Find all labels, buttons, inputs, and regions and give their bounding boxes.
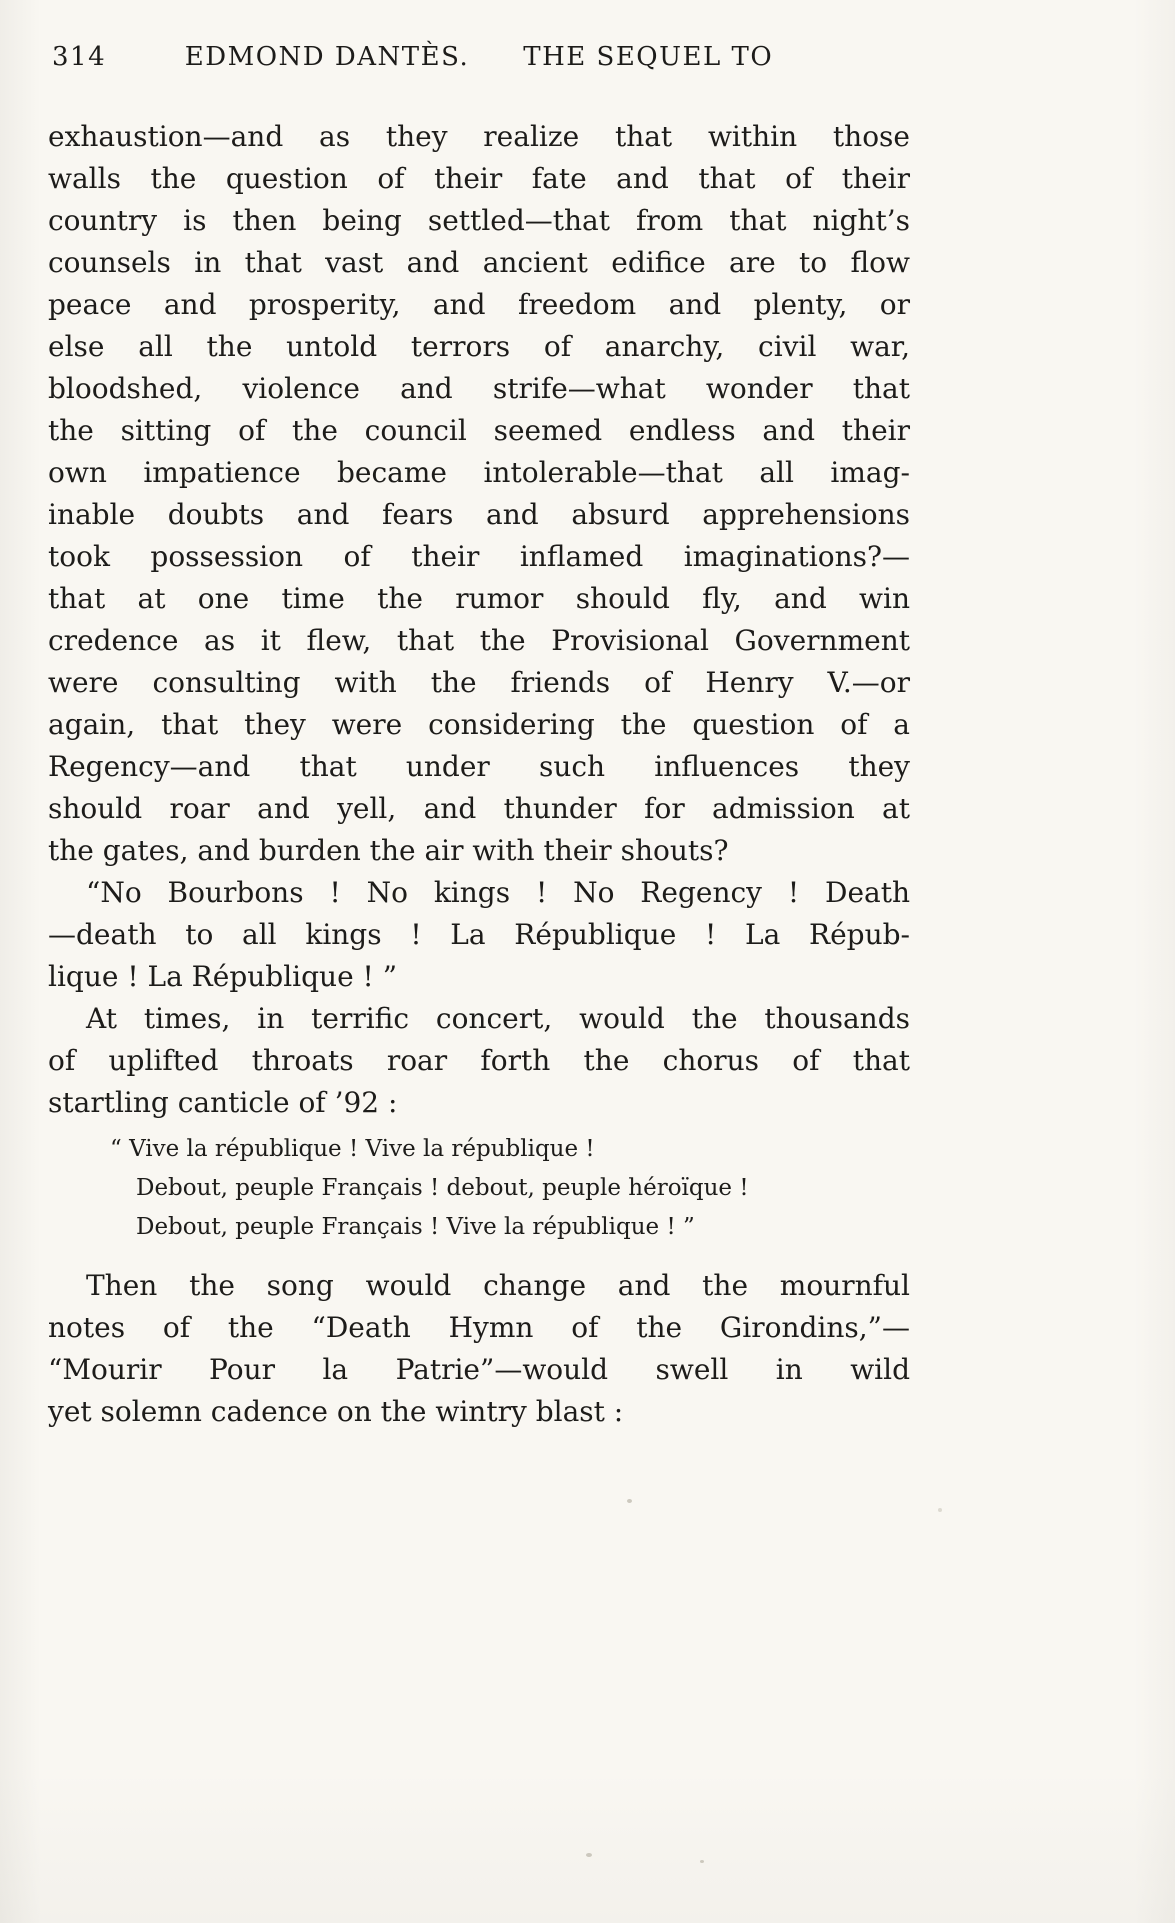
text-line: exhaustion—and as they realize that within those [48,120,910,153]
paragraph-then-the-song [48,1265,910,1433]
text-line: At times, in terrific concert, would the thousands [86,1002,910,1035]
text-line: again, that they were considering the question of a [48,708,910,741]
scan-speck [586,1853,592,1857]
text-line: credence as it flew, that the Provisional Government [48,624,910,657]
running-header [48,42,910,82]
text-line: lique ! La République ! ” [48,960,398,993]
text-column [48,116,910,1433]
text-line: walls the question of their fate and that of their [48,162,910,195]
paragraph-continuation [48,116,910,872]
text-line: —death to all kings ! La République ! La Répub- [48,918,910,951]
text-line: yet solemn cadence on the wintry blast : [48,1395,624,1428]
text-line: startling canticle of ’92 : [48,1086,398,1119]
running-title [48,42,910,72]
text-line: “No Bourbons ! No kings ! No Regency ! Death [86,876,910,909]
verse-line: “ Vive la république ! Vive la république ! [110,1136,595,1162]
text-line: the sitting of the council seemed endless and their [48,414,910,447]
text-line: Regency—and that under such influences they [48,750,910,783]
text-line: Then the song would change and the mournful [86,1269,910,1302]
text-line: took possession of their inflamed imaginations?— [48,540,910,573]
text-line: of uplifted throats roar forth the chorus of that [48,1044,910,1077]
text-line: were consulting with the friends of Henry V.—or [48,666,910,699]
verse-line: Debout, peuple Français ! Vive la république ! ” [136,1214,695,1240]
paragraph-exclamations [48,872,910,998]
text-line: country is then being settled—that from that night’s [48,204,910,237]
text-line: “Mourir Pour la Patrie”—would swell in wild [48,1353,910,1386]
running-title-left: EDMOND DANTÈS. [184,42,470,72]
running-title-right: THE SEQUEL TO [523,42,774,72]
text-line: the gates, and burden the air with their shouts? [48,834,729,867]
text-line: should roar and yell, and thunder for admission at [48,792,910,825]
text-line: inable doubts and fears and absurd apprehensions [48,498,910,531]
text-line: else all the untold terrors of anarchy, civil war, [48,330,910,363]
verse-quotation [48,1130,910,1247]
page-number: 314 [52,42,107,72]
text-line: own impatience became intolerable—that all imag- [48,456,910,489]
verse-line: Debout, peuple Français ! debout, peuple héroïque ! [136,1175,749,1201]
text-line: bloodshed, violence and strife—what wonder that [48,372,910,405]
text-line: that at one time the rumor should fly, and win [48,582,910,615]
scan-speck [700,1860,704,1863]
paragraph-at-times [48,998,910,1124]
text-line: notes of the “Death Hymn of the Girondins,”— [48,1311,910,1344]
text-line: counsels in that vast and ancient edifice are to flow [48,246,910,279]
scan-speck [938,1508,942,1512]
scan-speck [627,1499,632,1503]
text-line: peace and prosperity, and freedom and plenty, or [48,288,910,321]
